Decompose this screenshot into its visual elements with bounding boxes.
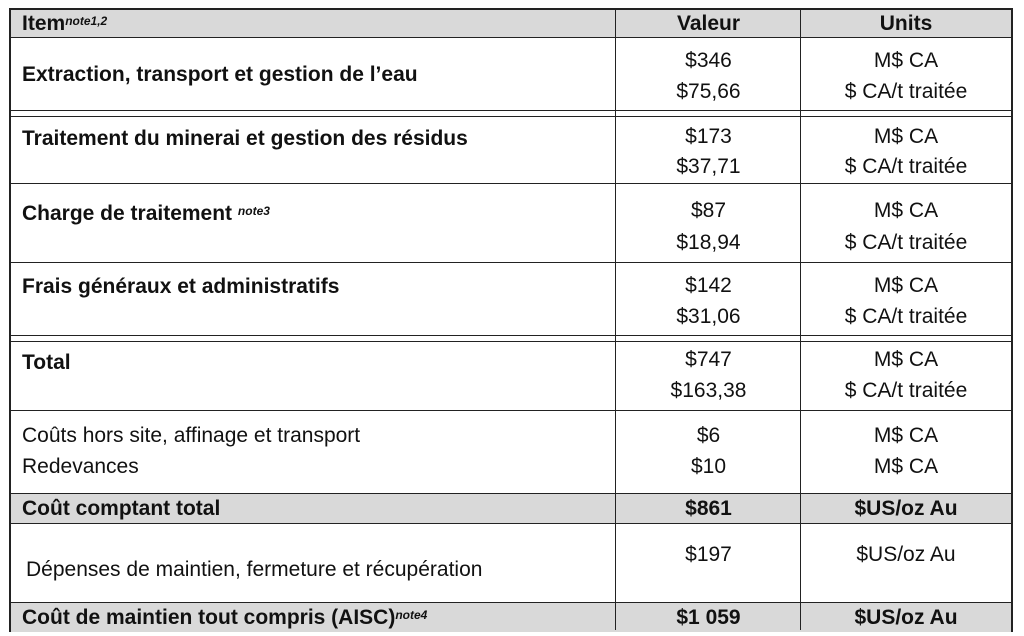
row-unit: $ CA/t traitée xyxy=(844,155,968,178)
row-unit: M$ CA xyxy=(873,424,939,447)
row-unit: $US/oz Au xyxy=(856,543,956,566)
row-label: Total xyxy=(22,351,71,374)
row-unit: M$ CA xyxy=(873,49,939,72)
row-value: $10 xyxy=(690,455,727,478)
header-item: Item$^{note1,2}$ xyxy=(22,12,108,35)
row-divider xyxy=(11,523,1011,524)
row-divider xyxy=(11,410,1011,411)
row-label: Frais généraux et administratifs xyxy=(22,275,340,298)
row-value: $142 xyxy=(685,274,732,297)
row-label: Coût de maintien tout compris (AISC)$^{note4}$ xyxy=(22,606,428,629)
row-divider xyxy=(11,116,1011,117)
note-ref: note1,2 xyxy=(65,14,108,28)
row-unit: $US/oz Au xyxy=(854,606,958,629)
row-label: Charge de traitement $^{note3}$ xyxy=(22,202,270,225)
row-label: Traitement du minerai et gestion des résidus xyxy=(22,127,468,150)
row-value: $37,71 xyxy=(676,155,741,178)
row-label: Dépenses de maintien, fermeture et récupération xyxy=(26,558,483,581)
row-unit: M$ CA xyxy=(873,348,939,371)
row-value: $197 xyxy=(685,543,732,566)
row-value: $31,06 xyxy=(676,305,741,328)
row-unit: M$ CA xyxy=(873,125,939,148)
row-unit: $ CA/t traitée xyxy=(844,379,968,402)
row-value: $346 xyxy=(685,49,732,72)
header-units: Units xyxy=(879,12,933,35)
cost-table xyxy=(9,8,1013,632)
row-label: Redevances xyxy=(22,455,139,478)
row-value: $87 xyxy=(690,199,727,222)
row-value: $1 059 xyxy=(676,606,741,629)
row-unit: $ CA/t traitée xyxy=(844,80,968,103)
row-value: $173 xyxy=(685,125,732,148)
row-unit: $US/oz Au xyxy=(854,497,958,520)
row-unit: $ CA/t traitée xyxy=(844,305,968,328)
row-divider xyxy=(11,335,1011,336)
row-value: $163,38 xyxy=(670,379,747,402)
row-unit: M$ CA xyxy=(873,274,939,297)
row-divider xyxy=(11,183,1011,184)
row-value: $75,66 xyxy=(676,80,741,103)
row-value: $6 xyxy=(696,424,721,447)
row-divider xyxy=(11,341,1011,342)
note-ref: note4 xyxy=(395,608,428,622)
row-value: $861 xyxy=(685,497,732,520)
row-divider xyxy=(11,262,1011,263)
row-unit: M$ CA xyxy=(873,455,939,478)
row-label: Extraction, transport et gestion de l’eau xyxy=(22,63,418,86)
row-unit: $ CA/t traitée xyxy=(844,231,968,254)
row-value: $18,94 xyxy=(676,231,741,254)
row-label: Coûts hors site, affinage et transport xyxy=(22,424,361,447)
row-unit: M$ CA xyxy=(873,199,939,222)
row-divider xyxy=(11,110,1011,111)
header-valeur: Valeur xyxy=(676,12,741,35)
note-ref: note3 xyxy=(237,204,270,218)
row-label: Coût comptant total xyxy=(22,497,221,520)
row-value: $747 xyxy=(685,348,732,371)
